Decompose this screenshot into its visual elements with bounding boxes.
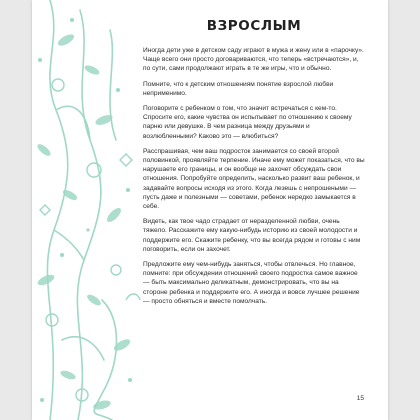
paragraph-6: Предложите ему чем-нибудь заняться, чтобы отвлечься. Но главное, помните: при обсуждении отношений своего подростка самое важное — быть максимально деликатным, демонстрировать, что вы на стороне ребенка и поддержите его. А иногда и вовсе лучшее решение — просто обняться и вместе помолчать. <box>143 261 360 305</box>
paragraph-5: Видеть, как твое чадо страдает от неразделенной любви, очень тяжело. Расскажите ему какую-нибудь историю из своей молодости и поддержите его. Скажите ребенку, что вы всегда рядом и готовы с ним поговорить, если он захочет. <box>143 218 361 253</box>
paragraph-2: Помните, что к детским отношениям понятие взрослой любви неприменимо. <box>143 80 334 97</box>
book-page <box>32 0 388 420</box>
page-number: 15 <box>356 395 364 402</box>
paragraph-3: Поговорите с ребенком о том, что значит встречаться с кем-то. Спросите его, какие чувства он испытывает по отношению к своему парню или девушке. В чем разница между друзьями и возлюбленными? Каково это — влюбиться? <box>143 105 352 140</box>
text-column <box>143 18 365 312</box>
floral-ornament-icon <box>32 0 142 420</box>
paragraph-1: Иногда дети уже в детском саду играют в мужа и жену или в «парочку». Чаще всего они просто договариваются, что теперь «встречаются», и, по сути, сами продолжают играть в те же игры, что и обычно. <box>143 47 364 73</box>
paragraph-4: Расспрашивая, чем ваш подросток занимается со своей второй половинкой, проявляйте терпение. Иначе ему может показаться, что вы нарушаете его границы, и он вообще не захочет обсуждать свои отношения. Попробуйте определить, насколько развит ваш ребенок, и задавайте вопросы исходя из этого. Когда лезешь с непрошеными — пусть даже и полезными — советами, ребенок нередко замыкается в себе. <box>143 147 365 211</box>
page-title: ВЗРОСЛЫМ <box>206 18 302 34</box>
